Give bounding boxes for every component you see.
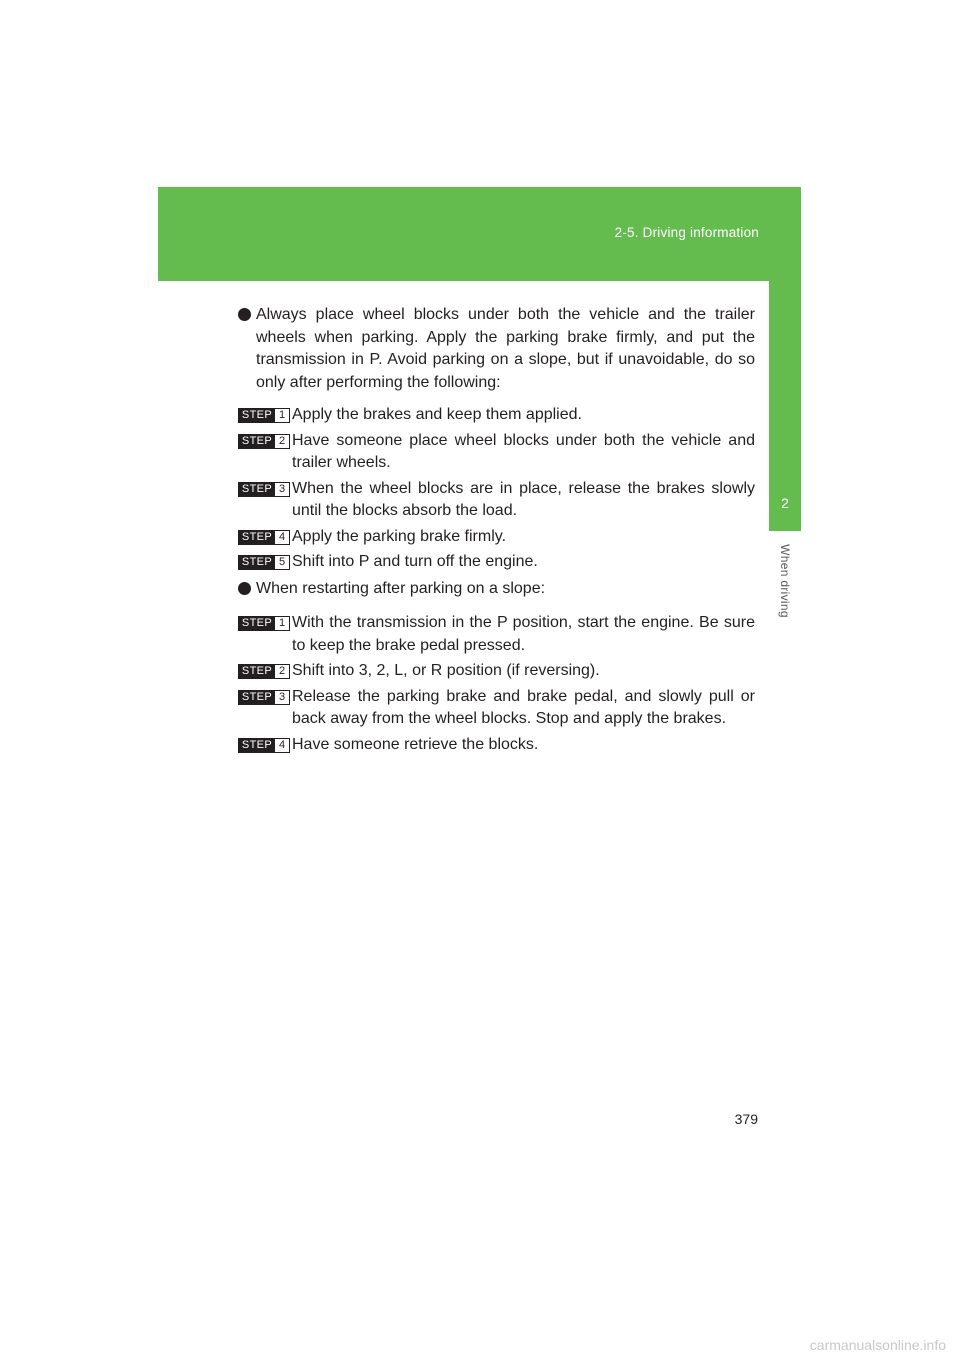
- bullet-text: When restarting after parking on a slope:: [256, 579, 546, 597]
- step-badge: [238, 434, 290, 449]
- step-text: Shift into 3, 2, L, or R position (if reversing).: [292, 662, 600, 679]
- section-header-band: [158, 187, 801, 281]
- section-title: 2-5. Driving information: [614, 225, 759, 240]
- step-item: [238, 404, 755, 427]
- step-badge: [238, 482, 290, 497]
- step-text: Apply the brakes and keep them applied.: [292, 406, 582, 423]
- step-text: Release the parking brake and brake pedal, and slowly pull or back away from the wheel blocks. Stop and apply the brakes.: [292, 687, 755, 727]
- chapter-number: 2: [781, 495, 789, 511]
- step-item: [238, 478, 755, 523]
- step-item: [238, 686, 755, 731]
- bullet-item: [238, 304, 755, 394]
- chapter-tab: [769, 281, 801, 531]
- step-number: 1: [275, 409, 289, 422]
- step-word: STEP: [239, 691, 275, 704]
- step-text: Apply the parking brake firmly.: [292, 527, 507, 545]
- step-text: Have someone retrieve the blocks.: [292, 735, 539, 753]
- step-text: Shift into P and turn off the engine.: [292, 553, 538, 570]
- step-number: 5: [275, 556, 289, 569]
- step-badge: [238, 664, 290, 679]
- step-word: STEP: [239, 531, 275, 544]
- step-word: STEP: [239, 409, 275, 422]
- bullet-dot-icon: [238, 582, 251, 595]
- chapter-label-text: When driving: [778, 544, 792, 618]
- page-number: 379: [734, 1111, 758, 1127]
- step-word: STEP: [239, 556, 275, 569]
- step-number: 1: [275, 617, 289, 630]
- step-badge: [238, 408, 290, 423]
- step-item: [238, 551, 755, 574]
- watermark-text: carmanualsonline.info: [809, 1337, 946, 1353]
- step-item: [238, 612, 755, 657]
- step-number: 3: [275, 483, 289, 496]
- bullet-dot-icon: [238, 308, 251, 321]
- page-content: [238, 304, 755, 759]
- step-number: 4: [275, 739, 289, 752]
- step-badge: [238, 616, 290, 631]
- step-number: 4: [275, 531, 289, 544]
- step-badge: [238, 738, 290, 753]
- step-number: 3: [275, 691, 289, 704]
- step-word: STEP: [239, 483, 275, 496]
- step-item: [238, 526, 755, 549]
- step-word: STEP: [239, 435, 275, 448]
- step-badge: [238, 530, 290, 545]
- step-word: STEP: [239, 665, 275, 678]
- step-word: STEP: [239, 617, 275, 630]
- step-item: [238, 734, 755, 757]
- step-item: [238, 660, 755, 683]
- step-badge: [238, 555, 290, 570]
- chapter-label: [765, 531, 805, 631]
- step-badge: [238, 690, 290, 705]
- bullet-item: [238, 578, 755, 601]
- step-word: STEP: [239, 739, 275, 752]
- step-text: Have someone place wheel blocks under both the vehicle and trailer wheels.: [292, 431, 755, 471]
- step-number: 2: [275, 435, 289, 448]
- step-item: [238, 430, 755, 475]
- step-number: 2: [275, 665, 289, 678]
- bullet-text: Always place wheel blocks under both the vehicle and the trailer wheels when parking. Apply the parking brake firmly, and put the transmission in P. Avoid parking on a slope, but if unavoidable, do so only after performing the following:: [256, 306, 755, 391]
- step-text: When the wheel blocks are in place, release the brakes slowly until the blocks absorb the load.: [292, 479, 755, 519]
- step-text: With the transmission in the P position, start the engine. Be sure to keep the brake pedal pressed.: [292, 614, 755, 654]
